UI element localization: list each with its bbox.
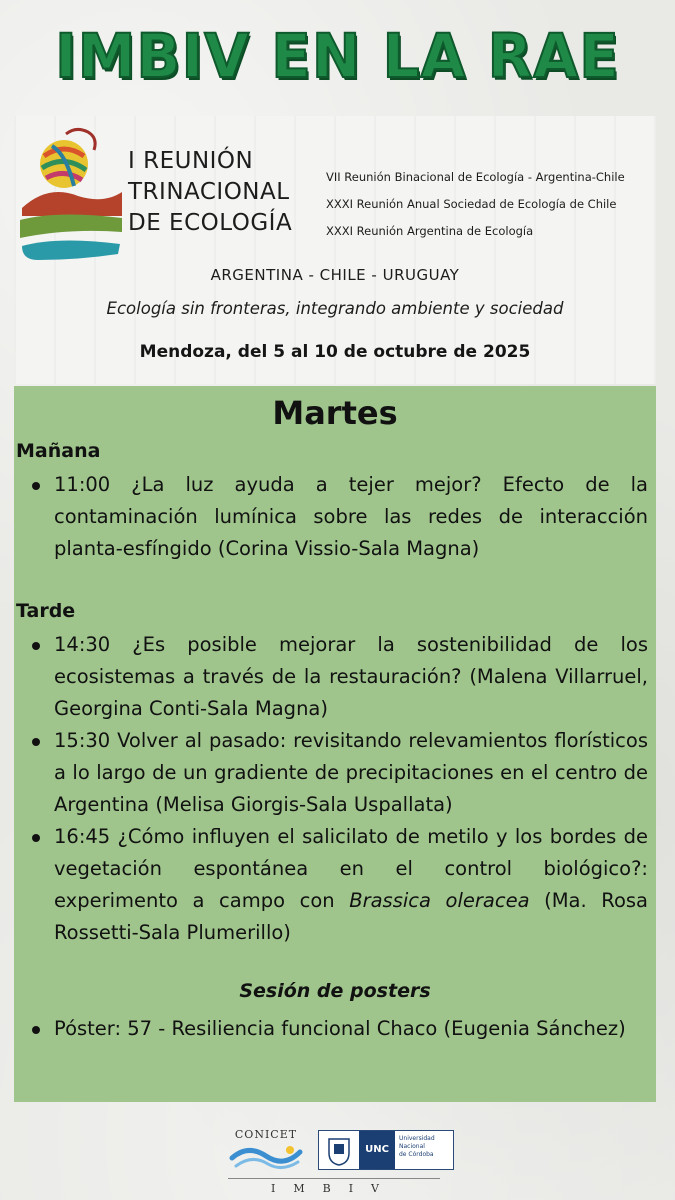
imbiv-label: IMBIV	[271, 1182, 397, 1195]
conference-name-line: TRINACIONAL	[128, 179, 290, 205]
conference-banner	[14, 116, 656, 384]
conference-subtitles	[326, 164, 656, 245]
bullet-icon	[32, 738, 40, 746]
afternoon-label: Tarde	[16, 600, 76, 622]
unc-logo	[318, 1130, 454, 1170]
countries: ARGENTINA - CHILE - URUGUAY	[210, 266, 460, 284]
bullet-icon	[32, 482, 40, 490]
unc-name-line: Nacional	[399, 1143, 425, 1150]
unc-name-line: de Córdoba	[399, 1151, 434, 1158]
list-item: 11:00 ¿La luz ayuda a tejer mejor? Efecto de la contaminación lumínica sobre las redes de interacción planta-esfíngido (Corina Vissio-Sala Magna)	[54, 473, 648, 560]
footer-logos	[0, 1110, 675, 1200]
list-item: Póster: 57 - Resiliencia funcional Chaco (Eugenia Sánchez)	[54, 1017, 626, 1040]
page-title: IMBIV EN LA RAE	[55, 20, 620, 92]
list-item: 15:30 Volver al pasado: revisitando relevamientos florísticos a lo largo de un gradiente de precipitaciones en el centro de Argentina (Melisa Giorgis-Sala Uspallata)	[54, 729, 648, 816]
list-item	[54, 821, 648, 949]
schedule-panel	[14, 386, 656, 1102]
conference-name-line: I REUNIÓN	[128, 148, 254, 174]
conference-subtitle: XXXI Reunión Anual Sociedad de Ecología de Chile	[326, 197, 617, 211]
item-text: 16:45 ¿Cómo influyen el salicilato de metilo y los bordes de vegetación espontánea en el control biológico?: experimento a campo con	[54, 825, 648, 912]
conference-logo-icon	[18, 120, 126, 270]
conference-subtitle: XXXI Reunión Argentina de Ecología	[326, 224, 534, 238]
unc-label: UNC	[359, 1131, 395, 1169]
unc-name-line: Universidad	[399, 1135, 435, 1142]
divider	[228, 1178, 440, 1179]
species-name: Brassica oleracea	[349, 889, 530, 912]
conference-subtitle: VII Reunión Binacional de Ecología - Argentina-Chile	[326, 170, 625, 184]
unc-name	[399, 1135, 454, 1159]
day-title: Martes	[272, 394, 398, 432]
conference-name	[128, 146, 338, 239]
list-item: 14:30 ¿Es posible mejorar la sostenibilidad de los ecosistemas a través de la restauración? (Malena Villarruel, Georgina Conti-Sala Magna)	[54, 633, 648, 720]
venue-dates: Mendoza, del 5 al 10 de octubre de 2025	[139, 342, 531, 362]
slogan: Ecología sin fronteras, integrando ambiente y sociedad	[106, 299, 564, 318]
crest-icon	[325, 1135, 353, 1167]
bullet-icon	[32, 642, 40, 650]
morning-label: Mañana	[16, 440, 101, 462]
conicet-label: CONICET	[234, 1128, 298, 1141]
bullet-icon	[32, 1026, 40, 1034]
conference-name-line: DE ECOLOGÍA	[128, 210, 293, 236]
bullet-icon	[32, 834, 40, 842]
posters-title: Sesión de posters	[239, 980, 431, 1002]
item-text: (Ma. Rosa Rossetti-Sala Plumerillo)	[54, 889, 648, 944]
conicet-logo-icon	[228, 1142, 304, 1170]
